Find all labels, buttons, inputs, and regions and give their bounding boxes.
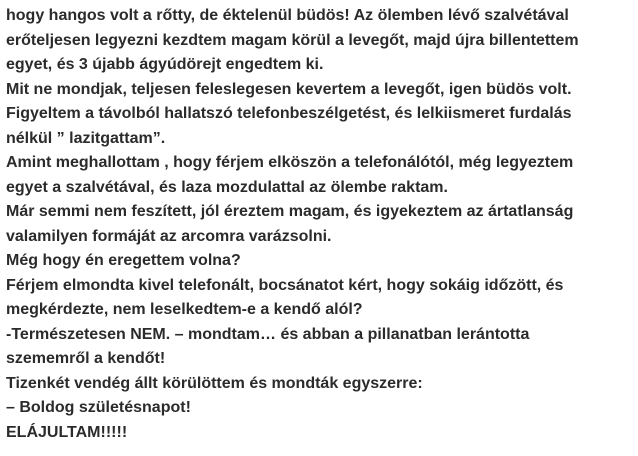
text-line: hogy hangos volt a rőtty, de éktelenül büdös! Az ölemben lévő szalvétával bbox=[6, 7, 569, 24]
text-line: Már semmi nem feszített, jól éreztem magam, és igyekeztem az ártatlanság bbox=[6, 203, 574, 220]
text-line: nélkül ” lazitgattam”. bbox=[6, 129, 166, 147]
text-line: egyet a szalvétával, és laza mozdulattal az ölembe raktam. bbox=[6, 178, 448, 196]
text-line: Tizenkét vendég állt körülöttem és mondták egyszerre: bbox=[6, 374, 423, 392]
text-line: ELÁJULTAM!!!!! bbox=[6, 423, 128, 441]
text-line: Mit ne mondjak, teljesen feleslegesen kevertem a levegőt, igen büdös volt. bbox=[6, 80, 572, 98]
text-line: Férjem elmondta kivel telefonált, bocsánatot kért, hogy sokáig időzött, és bbox=[6, 276, 564, 294]
text-line: megkérdezte, nem leselkedtem-e a kendő alól? bbox=[6, 301, 363, 318]
text-line: erőteljesen legyezni kezdtem magam körül a levegőt, majd újra billentettem bbox=[6, 31, 579, 49]
text-line: Figyeltem a távolból hallatszó telefonbeszélgetést, és lelkiismeret furdalás bbox=[6, 105, 572, 122]
text-line: Még hogy én eregettem volna? bbox=[6, 252, 241, 269]
text-line: valamilyen formáját az arcomra varázsolni. bbox=[6, 227, 332, 245]
text-line: – Boldog születésnapot! bbox=[6, 399, 191, 416]
text-line: -Természetesen NEM. – mondtam… és abban a pillanatban lerántotta bbox=[6, 325, 530, 343]
text-line: egyet, és 3 újabb ágyúdörejt engedtem ki. bbox=[6, 56, 324, 73]
text-line: szememről a kendőt! bbox=[6, 350, 166, 367]
text-line: Amint meghallottam , hogy férjem elköszön a telefonálótól, még legyeztem bbox=[6, 154, 574, 171]
